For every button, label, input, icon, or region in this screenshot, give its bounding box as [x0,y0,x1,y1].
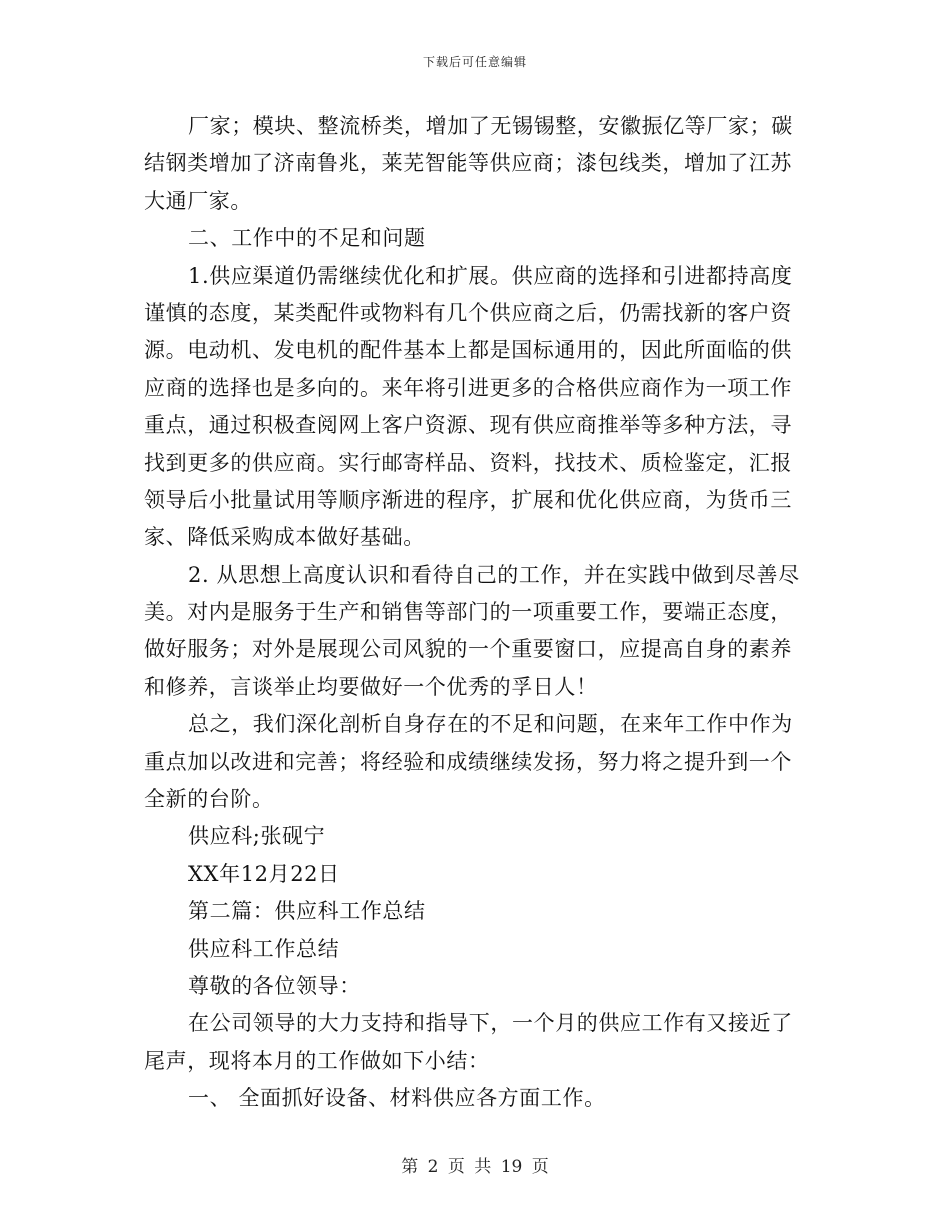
text-line: 美。对内是服务于生产和销售等部门的一项重要工作，要端正态度， [144,600,792,625]
text-line: 找到更多的供应商。实行邮寄样品、资料，找技术、质检鉴定，汇报 [144,450,792,475]
text-line: 和修养，言谈举止均要做好一个优秀的孚日人！ [144,674,598,699]
text-line: 总之，我们深化剖析自身存在的不足和问题，在来年工作中作为 [188,712,793,737]
text-line: 家、降低采购成本做好基础。 [144,525,425,550]
text-line: 尾声，现将本月的工作做如下小结： [144,1048,490,1073]
text-line: 重点加以改进和完善；将经验和成绩继续发扬，努力将之提升到一个 [144,749,792,774]
text-line: 重点，通过积极查阅网上客户资源、现有供应商推举等多种方法，寻 [144,413,792,438]
document-title: 供应科工作总结 [188,936,340,961]
text-line: 结钢类增加了济南鲁兆，莱芜智能等供应商；漆包线类，增加了江苏 [144,151,792,176]
page-footer: 第 2 页 共 19 页 [401,1157,549,1177]
signature-date: XX年12月22日 [188,861,340,886]
chapter-title: 第二篇：供应科工作总结 [188,899,426,924]
page-header: 下载后可任意编辑 [422,55,527,69]
text-line: 在公司领导的大力支持和指导下，一个月的供应工作有又接近了 [188,1011,793,1036]
signature-department: 供应科;张砚宁 [188,824,326,849]
text-line: 做好服务；对外是展现公司风貌的一个重要窗口，应提高自身的素养 [144,637,792,662]
text-line: 大通厂家。 [144,188,252,213]
text-line: 1.供应渠道仍需继续优化和扩展。供应商的选择和引进都持高度 [188,263,793,288]
text-line: 全新的台阶。 [144,787,274,812]
salutation: 尊敬的各位领导： [188,973,361,998]
text-line: 厂家；模块、整流桥类，增加了无锡锡整，安徽振亿等厂家；碳 [188,114,793,138]
text-line: 源。电动机、发电机的配件基本上都是国标通用的，因此所面临的供 [144,338,792,363]
section-heading: 一、 全面抓好设备、材料供应各方面工作。 [188,1086,606,1111]
text-line: 谨慎的态度，某类配件或物料有几个供应商之后，仍需找新的客户资 [144,300,792,325]
text-line: 应商的选择也是多向的。来年将引进更多的合格供应商作为一项工作 [144,375,792,400]
text-line: 2. 从思想上高度认识和看待自己的工作，并在实践中做到尽善尽 [188,562,800,587]
section-heading: 二、工作中的不足和问题 [188,226,426,251]
text-line: 领导后小批量试用等顺序渐进的程序，扩展和优化供应商，为货币三 [144,487,792,512]
document-body [144,108,804,1118]
